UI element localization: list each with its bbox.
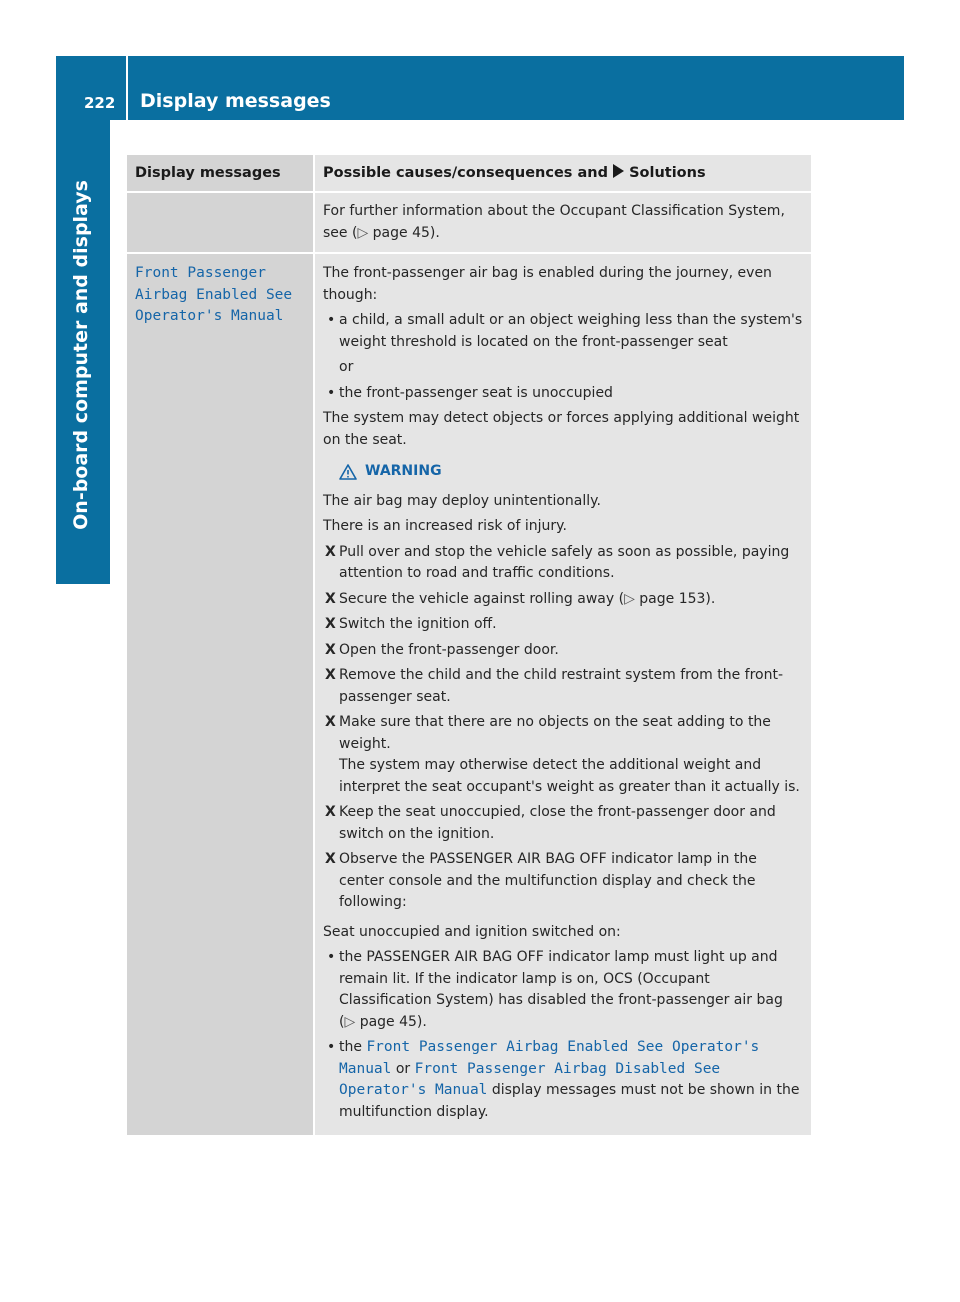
list-item (323, 1037, 803, 1123)
warning-triangle-icon (339, 464, 357, 480)
ocs-info-text: For further information about the Occupant Classification System, see ( (323, 203, 785, 241)
table-row (127, 252, 811, 1135)
page-title: Display messages (140, 90, 331, 112)
list-item (323, 614, 803, 636)
step-text: Pull over and stop the vehicle safely as soon as possible, paying attention to road and traffic conditions. (339, 543, 790, 581)
step-text: Secure the vehicle against rolling away ( (339, 590, 625, 607)
intro-text: The front-passenger air bag is enabled during the journey, even though: (323, 265, 772, 303)
table-cell (313, 252, 811, 1135)
step-text: Open the front-passenger door. (339, 641, 559, 658)
step-marker-icon: X (325, 804, 336, 820)
table-cell (127, 252, 313, 1135)
step-marker-icon: X (325, 851, 336, 867)
table-row (127, 191, 811, 252)
column-header-causes-solutions (313, 155, 811, 191)
page-header (56, 56, 904, 120)
detect-text: The system may detect objects or forces applying additional weight on the seat. (323, 410, 800, 448)
step-text: Make sure that there are no objects on the seat adding to the weight. (339, 714, 771, 752)
step-text: page 153). (634, 590, 716, 607)
display-message-ref: Front Passenger Airbag Disabled See Operator's Manual (339, 1060, 721, 1098)
list-item (323, 640, 803, 662)
table-cell (313, 191, 811, 252)
page-number: 222 (84, 94, 116, 112)
bullet-text: display messages must not be shown in the multifunction display. (339, 1082, 800, 1120)
list-item (323, 542, 803, 585)
table-cell-empty (127, 191, 313, 252)
warning-text: The air bag may deploy unintentionally. (323, 492, 601, 509)
display-message: Front Passenger Airbag Enabled See Operator's Manual (135, 265, 293, 324)
step-note: The system may otherwise detect the additional weight and interpret the seat occupant's weight as greater than it actually is. (339, 757, 800, 795)
step-text: Keep the seat unoccupied, close the front-passenger door and switch on the ignition. (339, 804, 776, 842)
table-header-row (127, 155, 811, 191)
header-divider (126, 56, 128, 120)
seat-unoccupied-text: Seat unoccupied and ignition switched on: (323, 923, 621, 940)
step-marker-icon: X (325, 667, 336, 683)
step-text: Switch the ignition off. (339, 616, 497, 632)
column-header-solutions: Solutions (629, 165, 706, 181)
list-item (323, 849, 803, 914)
display-messages-table (127, 155, 811, 1135)
bullet-text: or (391, 1060, 415, 1077)
bullet-text: the (339, 1039, 367, 1055)
step-text: Observe the PASSENGER AIR BAG OFF indicator lamp in the center console and the multifunction display and check the following: (339, 851, 757, 910)
step-marker-icon: X (325, 714, 336, 730)
side-tab-label: On-board computer and displays (70, 180, 92, 530)
list-item (323, 665, 803, 708)
side-tab (56, 120, 110, 584)
list-item: • a child, a small adult or an object weighing less than the system's weight threshold is located on the front-passenger seat (323, 310, 803, 353)
list-item (323, 947, 803, 1033)
page-reference-icon: ▷ (357, 224, 369, 241)
list-item: • the front-passenger seat is unoccupied (323, 383, 803, 405)
step-marker-icon: X (325, 590, 336, 607)
or-text: or (339, 359, 354, 375)
list-item (323, 802, 803, 845)
warning-label: WARNING (365, 463, 442, 479)
step-text: Remove the child and the child restraint system from the front-passenger seat. (339, 667, 784, 705)
bullet-text: the PASSENGER AIR BAG OFF indicator lamp must light up and remain lit. If the indicator lamp is on, OCS (Occupant Classification System) has disabled the front-passenger air bag ( (339, 949, 783, 1030)
step-marker-icon: X (325, 543, 336, 560)
play-arrow-icon (613, 164, 624, 178)
step-marker-icon: X (325, 616, 336, 632)
column-header-causes: Possible causes/consequences and (323, 165, 608, 181)
column-header-display-messages: Display messages (127, 155, 313, 191)
page-reference-icon: ▷ (344, 1013, 356, 1030)
warning-text: There is an increased risk of injury. (323, 518, 567, 534)
ocs-info-page: page 45). (368, 224, 440, 241)
display-message-ref: Front Passenger Airbag Enabled See Operator's Manual (339, 1039, 760, 1077)
warning-heading (339, 461, 803, 483)
list-item (323, 712, 803, 798)
step-marker-icon: X (325, 641, 336, 658)
page-reference-icon: ▷ (624, 590, 635, 607)
bullet-text: page 45). (355, 1013, 427, 1030)
list-item (323, 589, 803, 611)
